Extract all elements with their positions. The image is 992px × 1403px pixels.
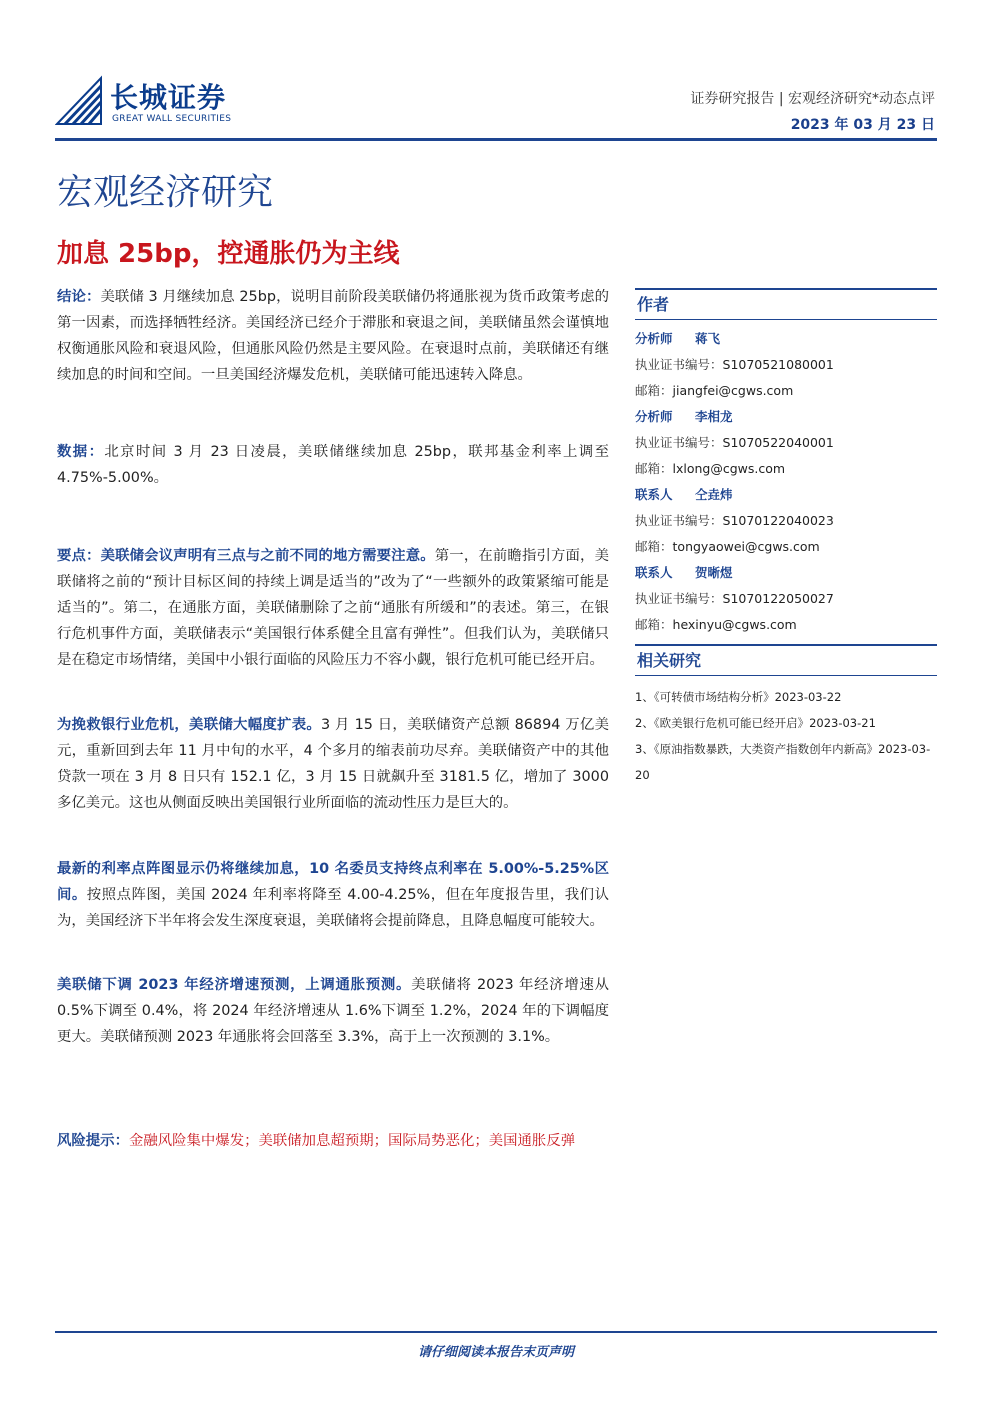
cert-label: 执业证书编号： <box>635 591 723 606</box>
section-data <box>57 439 609 491</box>
report-date: 2023 年 03 月 23 日 <box>790 117 935 133</box>
section-dot-plot <box>57 856 609 934</box>
related-heading: 相关研究 <box>635 644 937 676</box>
author-block <box>635 326 937 404</box>
section-balance-sheet <box>57 712 609 816</box>
author-email[interactable]: lxlong@cgws.com <box>672 461 786 476</box>
section-risk <box>57 1128 609 1154</box>
related-item[interactable]: 3、《原油指数暴跌，大类资产指数创年内新高》2023-03-20 <box>635 742 931 782</box>
logo-cn-text: 长城证券 <box>110 81 227 114</box>
author-role: 联系人 <box>635 565 673 580</box>
company-logo <box>55 74 275 130</box>
author-email[interactable]: hexinyu@cgws.com <box>672 617 797 632</box>
authors-heading: 作者 <box>635 288 937 320</box>
section-forecast <box>57 972 609 1050</box>
section-key-points <box>57 543 609 673</box>
section-text: 3 月 15 日，美联储资产总额 86894 万亿美元，重新回到去年 11 月中旬的水平，4 个多月的缩表前功尽弃。美联储资产中的其他贷款一项在 3 月 8 日只有 152.1 亿，3 月 15 日就飙升至 3181.5 亿，增加了 3000 多亿美元。这也从侧面反映出美国银行业所面临的流动性压力是巨大的。 <box>57 717 609 811</box>
cert-number: S1070521080001 <box>722 357 834 372</box>
section-lead: 数据： <box>57 444 105 460</box>
section-lead: 最新的利率点阵图显示仍将继续加息，10 名委员支持终点利率在 5.00%-5.25%区间。 <box>57 861 609 903</box>
author-block <box>635 482 937 560</box>
footer-disclaimer: 请仔细阅读本报告末页声明 <box>417 1345 574 1360</box>
author-role: 分析师 <box>635 331 673 346</box>
cert-number: S1070122040023 <box>722 513 834 528</box>
report-type: 证券研究报告 | 宏观经济研究*动态点评 <box>690 91 935 107</box>
authors-panel <box>635 288 937 638</box>
section-text: 美联储将 2023 年经济增速从 0.5%下调至 0.4%，将 2024 年经济增速从 1.6%下调至 1.2%，2024 年的下调幅度更大。美联储预测 2023 年通胀将会回落至 3.3%，高于上一次预测的 3.1%。 <box>57 977 609 1045</box>
page-title: 宏观经济研究 <box>57 172 274 213</box>
section-text: 第一，在前瞻指引方面，美联储将之前的“预计目标区间的持续上调是适当的”改为了“一些额外的政策紧缩可能是适当的”。第二，在通胀方面，美联储删除了之前“通胀有所缓和”的表述。第三，在银行危机事件方面，美联储表示“美国银行体系健全且富有弹性”。但我们认为，美联储只是在稳定市场情绪，美国中小银行面临的风险压力不容小觑，银行危机可能已经开启。 <box>57 548 609 668</box>
footer-divider <box>55 1331 937 1333</box>
section-text: 北京时间 3 月 23 日凌晨，美联储继续加息 25bp，联邦基金利率上调至 4.75%-5.00%。 <box>57 444 609 486</box>
email-label: 邮箱： <box>635 461 673 476</box>
author-email[interactable]: jiangfei@cgws.com <box>672 383 794 398</box>
author-name: 李相龙 <box>695 409 733 424</box>
author-block <box>635 404 937 482</box>
logo-en-text: GREAT WALL SECURITIES <box>112 114 232 124</box>
section-lead: 为挽救银行业危机，美联储大幅度扩表。 <box>57 717 322 733</box>
author-role: 联系人 <box>635 487 673 502</box>
section-conclusion <box>57 284 609 388</box>
email-label: 邮箱： <box>635 617 673 632</box>
header-divider <box>55 138 937 141</box>
report-subtitle: 加息 25bp，控通胀仍为主线 <box>57 239 400 269</box>
related-research-panel <box>635 644 937 788</box>
section-text: 美联储 3 月继续加息 25bp，说明目前阶段美联储仍将通胀视为货币政策考虑的第一因素，而选择牺牲经济。美国经济已经介于滞胀和衰退之间，美联储虽然会谨慎地权衡通胀风险和衰退风险，但通胀风险仍然是主要风险。在衰退时点前，美联储还有继续加息的时间和空间。一旦美国经济爆发危机，美联储可能迅速转入降息。 <box>57 289 609 383</box>
risk-lead: 风险提示： <box>57 1133 129 1149</box>
author-name: 蒋飞 <box>695 331 721 346</box>
author-block <box>635 560 937 638</box>
section-lead: 结论： <box>57 289 101 305</box>
author-name: 仝垚炜 <box>695 487 733 502</box>
cert-label: 执业证书编号： <box>635 435 723 450</box>
section-lead: 美联储下调 2023 年经济增速预测，上调通胀预测。 <box>57 977 412 993</box>
cert-number: S1070522040001 <box>722 435 834 450</box>
related-item[interactable]: 1、《可转债市场结构分析》2023-03-22 <box>635 690 842 704</box>
section-lead: 要点：美联储会议声明有三点与之前不同的地方需要注意。 <box>57 548 435 564</box>
cert-label: 执业证书编号： <box>635 513 723 528</box>
section-text: 按照点阵图，美国 2024 年利率将降至 4.00-4.25%，但在年度报告里，我们认为，美国经济下半年将会发生深度衰退，美联储将会提前降息，且降息幅度可能较大。 <box>57 887 609 929</box>
author-name: 贺晰煜 <box>695 565 733 580</box>
great-wall-logo-icon <box>55 74 103 126</box>
risk-text: 金融风险集中爆发；美联储加息超预期；国际局势恶化；美国通胀反弹 <box>128 1133 576 1149</box>
author-role: 分析师 <box>635 409 673 424</box>
email-label: 邮箱： <box>635 539 673 554</box>
cert-label: 执业证书编号： <box>635 357 723 372</box>
email-label: 邮箱： <box>635 383 673 398</box>
cert-number: S1070122050027 <box>722 591 834 606</box>
author-email[interactable]: tongyaowei@cgws.com <box>672 539 820 554</box>
related-item[interactable]: 2、《欧美银行危机可能已经开启》2023-03-21 <box>635 716 876 730</box>
